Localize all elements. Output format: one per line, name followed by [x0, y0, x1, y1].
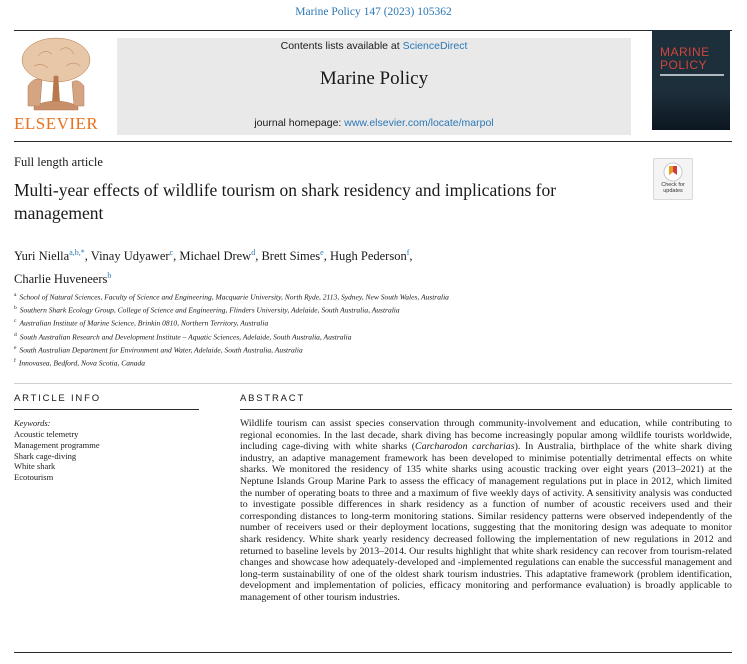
abstract-rule: [240, 409, 732, 410]
check-updates-label: Check for updates: [661, 182, 685, 194]
affiliation-text: Southern Shark Ecology Group, College of Science and Engineering, Flinders University, Adelaide, South Australia, Australia: [19, 305, 400, 315]
author-name: Michael Drew: [179, 249, 252, 264]
check-updates-icon: [663, 162, 683, 182]
author-list: [14, 243, 634, 289]
cover-subtitle-bar: [660, 74, 724, 76]
abstract-heading: ABSTRACT: [240, 393, 306, 404]
keyword-item[interactable]: Management programme: [14, 439, 100, 450]
author-name: Yuri Niella: [14, 249, 70, 264]
sciencedirect-link[interactable]: ScienceDirect: [402, 40, 468, 52]
homepage-line: [117, 117, 631, 129]
article-type: Full length article: [14, 155, 103, 169]
affiliation-item: [14, 316, 714, 329]
author-affiliation-marker[interactable]: e: [320, 248, 324, 257]
contents-line: [117, 40, 631, 52]
affiliation-item: [14, 343, 714, 356]
homepage-link[interactable]: www.elsevier.com/locate/marpol: [344, 117, 494, 129]
abstract-text: [240, 418, 732, 604]
citation-link[interactable]: Marine Policy 147 (2023) 105362: [295, 6, 452, 18]
affiliations-list: [14, 290, 714, 369]
elsevier-wordmark: ELSEVIER: [14, 114, 99, 133]
author-separator: ,: [173, 249, 180, 264]
affiliation-key: d: [14, 331, 17, 338]
author-affiliation-marker[interactable]: a,b,*: [69, 248, 85, 257]
affiliation-item: [14, 356, 714, 369]
article-title: Multi-year effects of wildlife tourism on shark residency and implications for management: [14, 180, 557, 223]
check-for-updates-button[interactable]: [653, 158, 693, 200]
affiliation-key: b: [14, 305, 17, 312]
author-affiliation-marker[interactable]: b: [107, 271, 112, 281]
contents-prefix: Contents lists available at: [280, 40, 403, 52]
keyword-item[interactable]: Shark cage-diving: [14, 450, 77, 461]
cover-artwork: [652, 90, 730, 130]
author-name: Hugh Pederson: [329, 249, 407, 264]
keyword-item[interactable]: White shark: [14, 461, 56, 472]
affiliation-text: South Australian Department for Environment and Water, Adelaide, South Australia, Australia: [19, 345, 303, 355]
affiliation-key: f: [14, 358, 16, 365]
keyword-item[interactable]: Ecotourism: [14, 472, 54, 483]
author-name: Charlie Huveneers: [14, 272, 108, 287]
affiliation-text: Innovasea, Bedford, Nova Scotia, Canada: [18, 358, 146, 368]
author-name: Vinay Udyawer: [90, 249, 170, 264]
author-separator: ,: [323, 249, 330, 264]
section-divider: [14, 383, 732, 384]
abstract-part1: Wildlife tourism can assist species conservation through community-involvement and education, while contributing to regional economies. In the last decade, shark diving has become increasingly popular among wildlife tourists worldwide, including cage-diving with white sharks (: [240, 418, 732, 453]
author[interactable]: [179, 249, 261, 263]
author-separator: ,: [84, 249, 91, 264]
author-affiliation-marker[interactable]: f: [406, 248, 410, 257]
journal-citation[interactable]: [0, 6, 747, 18]
affiliation-item: [14, 290, 714, 303]
cover-title-line1: MARINE: [660, 45, 710, 59]
journal-cover-image: [652, 30, 730, 130]
article-info-rule: [14, 409, 199, 410]
affiliation-key: a: [14, 292, 17, 298]
journal-title: Marine Policy: [319, 68, 429, 89]
article-info-heading: ARTICLE INFO: [14, 393, 101, 404]
cover-title-line2: POLICY: [660, 58, 708, 72]
affiliation-text: Australian Institute of Marine Science, Brinkin 0810, Northern Territory, Australia: [19, 318, 269, 328]
affiliation-text: School of Natural Sciences, Faculty of Science and Engineering, Macquarie University, North Ryde, 2113, Sydney, New South Wales, Australia: [19, 292, 449, 302]
author[interactable]: [91, 249, 180, 263]
affiliation-key: e: [14, 344, 17, 351]
affiliation-item: [14, 303, 714, 316]
header-bottom-rule: [14, 141, 732, 142]
affiliation-item: [14, 330, 714, 343]
author-separator: ,: [255, 249, 262, 264]
keywords-label: Keywords:: [14, 418, 51, 428]
keyword-item[interactable]: Acoustic telemetry: [14, 429, 79, 439]
author-name: Brett Simes: [261, 249, 321, 264]
author[interactable]: [14, 249, 91, 263]
author-affiliation-marker[interactable]: d: [251, 248, 256, 257]
author[interactable]: [261, 249, 330, 263]
author[interactable]: [14, 272, 111, 286]
author-affiliation-marker[interactable]: c: [169, 248, 174, 257]
species-name: Carcharodon carcharias: [415, 441, 515, 453]
author-separator: ,: [409, 249, 413, 264]
affiliation-key: c: [14, 318, 17, 325]
header-top-rule: [14, 30, 732, 31]
page-bottom-rule: [14, 652, 732, 653]
keywords-list: [14, 429, 100, 483]
abstract-part2: ). In Australia, birthplace of the white shark diving industry, an adaptive management framework has been developed to minimise potentially detrimental effects on white sharks. We monitored the residency of 135 white sharks using acoustic tracking over eight years (2013–2021) at the Neptune Islands Group Marine Park to assess the efficacy of management regulations put in place in 2012, which limited the number of operating boats to three and a maximum of five weekly days of activity. A sensitivity analysis was conducted to investigate possible differences in shark residency as a function of number of acoustic receivers used and their corresponding distances to long-term monitoring stations. Similar residency patterns were observed independently of the number of receivers used or their deployment locations, suggesting that the monitoring design was adequate to monitor shark residency. White shark yearly residency decreased following the implementation of new regulations in 2012 and returned to baseline levels by 2013–2014. Our results highlight that white shark residency can recover from tourism-related changes and showcase how adequately-developed and -implemented regulations can enable the successful management and long-term sustainability of one of the oldest shark tourism industries. This adaptative framework (problem identification, development and implementation of policies, efficacy monitoring and performance evaluation) is broadly applicable to management of other tourism industries.: [240, 441, 732, 603]
homepage-prefix: journal homepage:: [254, 117, 345, 129]
affiliation-text: South Australian Research and Development Institute – Aquatic Sciences, Adelaide, South Australia, Australia: [19, 332, 352, 342]
author[interactable]: [330, 249, 413, 263]
